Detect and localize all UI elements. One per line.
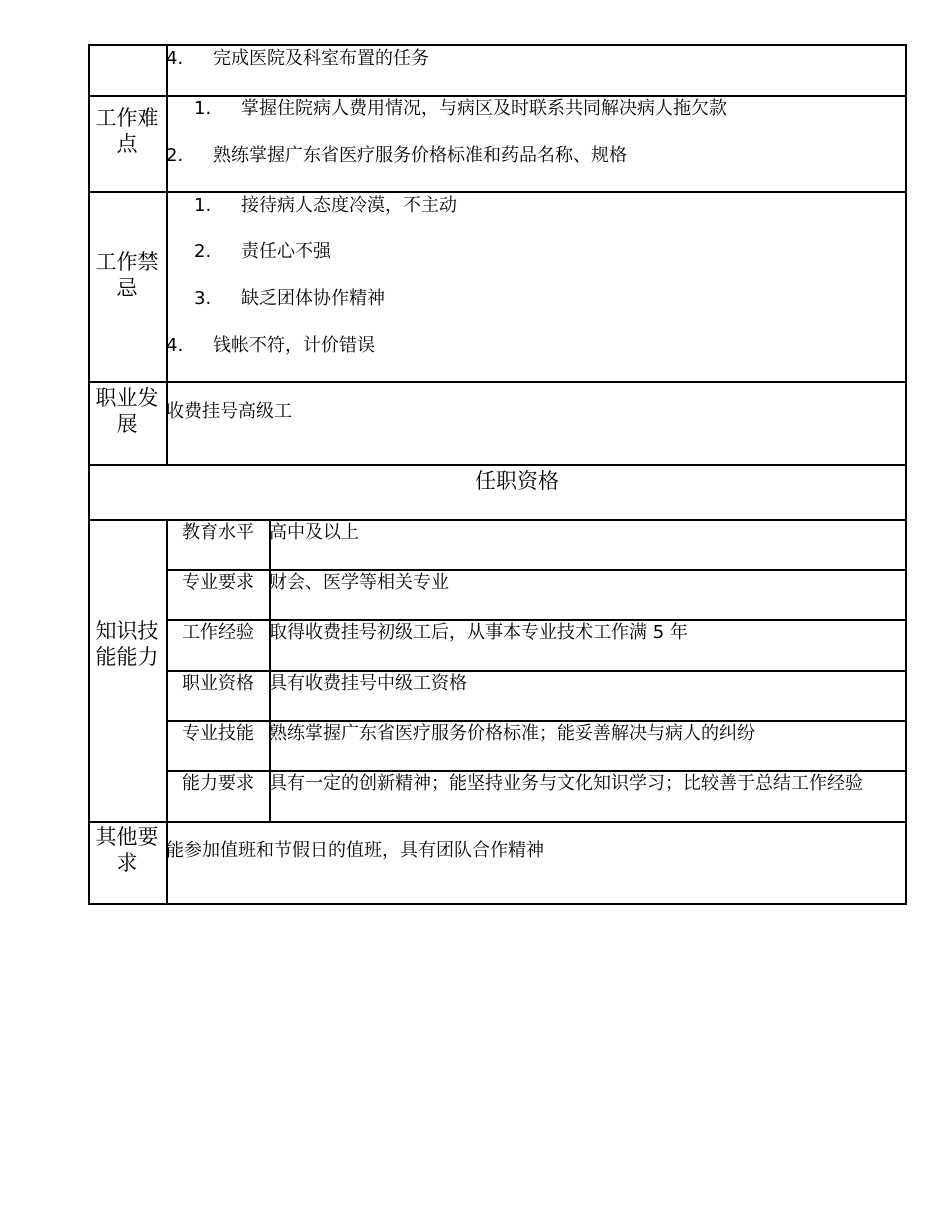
list-text: 接待病人态度冷漠，不主动 xyxy=(241,195,457,216)
qualifications-title xyxy=(88,468,906,494)
qual-label-skills: 专业技能 xyxy=(182,723,254,744)
qual-label-major: 专业要求 xyxy=(182,572,254,593)
list-number: 3. xyxy=(194,288,212,309)
career-label: 职业发展 xyxy=(95,386,159,436)
list-text: 熟练掌握广东省医疗服务价格标准和药品名称、规格 xyxy=(213,145,627,166)
taboo-item xyxy=(194,288,385,310)
taboos-label: 工作禁忌 xyxy=(95,250,159,300)
qual-label-ability: 能力要求 xyxy=(182,773,254,794)
knowledge-skills-label: 知识技能能力 xyxy=(95,619,159,669)
list-number: 1. xyxy=(194,195,212,216)
difficulties-label: 工作难点 xyxy=(95,106,159,156)
qualifications-title-text: 任职资格 xyxy=(475,469,559,493)
qual-label-experience: 工作经验 xyxy=(182,622,254,643)
list-text: 责任心不强 xyxy=(241,241,331,262)
qual-value-ability: 具有一定的创新精神；能坚持业务与文化知识学习；比较善于总结工作经验 xyxy=(269,773,863,794)
career-text: 收费挂号高级工 xyxy=(166,401,292,422)
qual-value-certification: 具有收费挂号中级工资格 xyxy=(269,673,467,694)
list-text: 掌握住院病人费用情况，与病区及时联系共同解决病人拖欠款 xyxy=(241,98,727,119)
difficulty-item xyxy=(166,145,627,167)
qual-value-education: 高中及以上 xyxy=(269,522,359,543)
other-text: 能参加值班和节假日的值班，具有团队合作精神 xyxy=(166,840,544,861)
list-text: 钱帐不符，计价错误 xyxy=(213,335,375,356)
qual-value-major: 财会、医学等相关专业 xyxy=(269,572,449,593)
difficulty-item xyxy=(194,98,727,120)
list-number: 1. xyxy=(194,98,212,119)
qual-label-education: 教育水平 xyxy=(182,522,254,543)
other-label: 其他要求 xyxy=(95,825,159,875)
list-text: 缺乏团体协作精神 xyxy=(241,288,385,309)
qual-value-skills: 熟练掌握广东省医疗服务价格标准；能妥善解决与病人的纠纷 xyxy=(269,723,755,744)
list-text: 完成医院及科室布置的任务 xyxy=(213,48,429,69)
qual-value-experience: 取得收费挂号初级工后，从事本专业技术工作满 5 年 xyxy=(269,622,688,643)
top-row-item xyxy=(166,48,429,70)
taboo-item xyxy=(194,195,457,217)
list-number: 4. xyxy=(166,48,184,69)
qual-label-certification: 职业资格 xyxy=(182,673,254,694)
job-description-table xyxy=(88,44,906,904)
list-number: 4. xyxy=(166,335,184,356)
taboo-item xyxy=(194,241,331,263)
list-number: 2. xyxy=(194,241,212,262)
list-number: 2. xyxy=(166,145,184,166)
taboo-item xyxy=(166,335,375,357)
